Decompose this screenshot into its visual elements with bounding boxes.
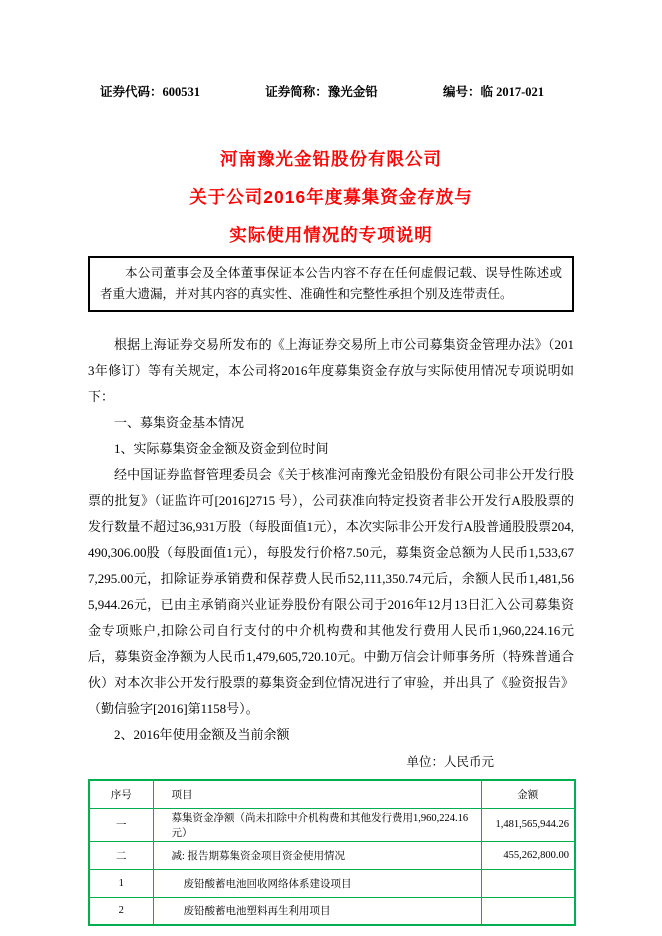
doc-number-label: 编号：临 2017-021	[442, 85, 544, 99]
paragraph-fund-details: 经中国证券监督管理委员会《关于核准河南豫光金铅股份有限公司非公开发行股票的批复》（证监许可[2016]2715 号），公司获准向特定投资者非公开发行A股股票的发行数量不超过36,931万股（每股面值1元），本次实际非公开发行A股普通股股票204,490,306.00股（每股面值1元），每股发行价格7.50元，募集资金总额为人民币1,533,677,295.00元，扣除证券承销费和保荐费人民币52,111,350.74元后，余额人民币1,481,565,944.26元，已由主承销商兴业证券股份有限公司于2016年12月13日汇入公司募集资金专项账户,扣除公司自行支付的中介机构费和其他发行费用人民币1,960,224.16元后，募集资金净额为人民币1,479,605,720.10元。中勤万信会计师事务所（特殊普通合伙）对本次非公开发行股票的募集资金到位情况进行了审验，并出具了《验资报告》（勤信验字[2016]第1158号）。	[88, 467, 574, 716]
title-line-3: 实际使用情况的专项说明	[229, 225, 433, 245]
subsection-heading-1: 1、实际募集资金金额及资金到位时间	[114, 441, 329, 456]
table-row	[89, 841, 575, 869]
row-item: 减: 报告期募集资金项目资金使用情况	[153, 841, 481, 869]
row-serial: 2	[89, 897, 153, 925]
row-amount	[481, 869, 575, 897]
table-row	[89, 869, 575, 897]
col-header-item: 项目	[153, 780, 481, 808]
stock-code-label: 证券代码：600531	[100, 85, 201, 99]
disclaimer-text: 本公司董事会及全体董事保证本公告内容不存在任何虚假记载、误导性陈述或者重大遗漏，并对其内容的真实性、准确性和完整性承担个别及连带责任。	[100, 266, 562, 301]
col-header-serial: 序号	[89, 780, 153, 808]
col-header-amount: 金额	[481, 780, 575, 808]
section-heading-1: 一、募集资金基本情况	[114, 415, 245, 430]
row-amount: 455,262,800.00	[481, 841, 575, 869]
paragraph-intro: 根据上海证券交易所发布的《上海证券交易所上市公司募集资金管理办法》（2013年修订）等有关规定，本公司将2016年度募集资金存放与实际使用情况专项说明如下：	[88, 337, 574, 404]
funds-usage-table	[88, 779, 576, 926]
doc-header	[88, 84, 574, 100]
table-row	[89, 897, 575, 925]
title-line-2: 关于公司2016年度募集资金存放与	[189, 187, 473, 207]
subsection-heading-2: 2、2016年使用金额及当前余额	[114, 727, 290, 742]
company-name-title: 河南豫光金铅股份有限公司	[220, 149, 442, 169]
row-serial: 1	[89, 869, 153, 897]
document-body	[88, 332, 574, 748]
unit-label: 单位：人民币元	[406, 755, 494, 769]
disclaimer-box	[88, 256, 574, 312]
row-amount	[481, 897, 575, 925]
row-item: 废铅酸蓄电池回收网络体系建设项目	[153, 869, 481, 897]
row-amount: 1,481,565,944.26	[481, 808, 575, 841]
table-row	[89, 808, 575, 841]
row-item: 募集资金净额（尚未扣除中介机构费和其他发行费用1,960,224.16元）	[153, 808, 481, 841]
stock-abbr-label: 证券简称：豫光金铅	[265, 85, 378, 99]
row-item: 废铅酸蓄电池塑料再生利用项目	[153, 897, 481, 925]
title-block	[88, 140, 574, 254]
row-serial: 二	[89, 841, 153, 869]
row-serial: 一	[89, 808, 153, 841]
table-header-row	[89, 780, 575, 808]
